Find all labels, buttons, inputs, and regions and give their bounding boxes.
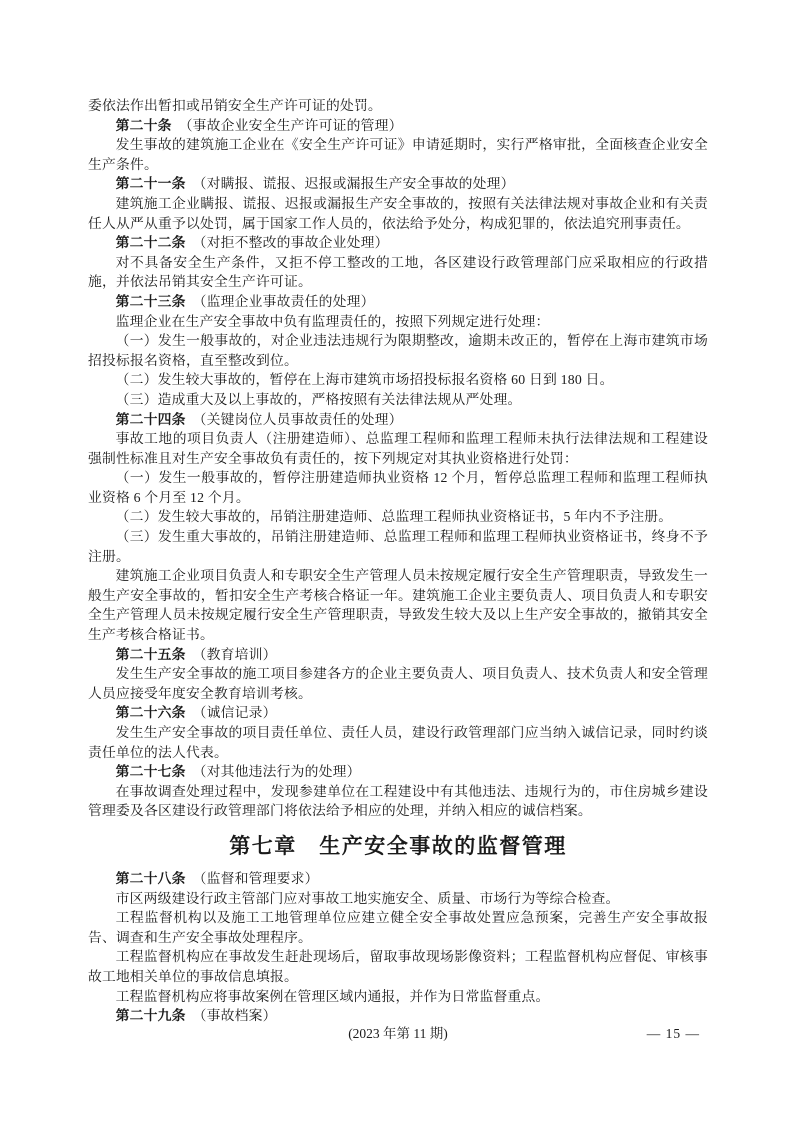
article-number: 第二十八条 [115,870,186,886]
paragraph: 事故工地的项目负责人（注册建造师）、总监理工程师和监理工程师未执行法律法规和工程建设强制性标准且对生产安全事故负有责任的，按下列规定对其执业资格进行处罚： [88,431,708,466]
paragraph: 发生生产安全事故的施工项目参建各方的企业主要负责人、项目负责人、技术负责人和安全管理人员应接受年度安全教育培训考核。 [88,666,708,701]
paragraph: 发生事故的建筑施工企业在《安全生产许可证》申请延期时，实行严格审批，全面核查企业安全生产条件。 [88,137,708,172]
paragraph: 建筑施工企业项目负责人和专职安全生产管理人员未按规定履行安全生产管理职责，导致发生一般生产安全事故的，暂扣安全生产考核合格证一年。建筑施工企业主要负责人、项目负责人和专职安全生产管理人员未按规定履行安全生产管理职责，导致发生较大及以上生产安全事故的，撤销其安全生产考核合格证书。 [88,568,708,643]
article-number: 第二十一条 [115,176,186,192]
journal-issue-label: (2023 年第 11 期) [348,1026,448,1041]
paragraph: 对不具备安全生产条件，又拒不停工整改的工地，各区建设行政管理部门应采取相应的行政措施，并依法吊销其安全生产许可证。 [88,254,708,290]
document-body [88,96,708,1026]
chapter-heading: 第七章 生产安全事故的监督管理 [229,834,567,858]
article-number: 第二十五条 [115,646,186,662]
article-number: 第二十九条 [115,1008,186,1024]
article-heading: 第二十四条 （关键岗位人员事故责任的处理） [115,411,403,427]
paragraph: 建筑施工企业瞒报、谎报、迟报或漏报生产安全事故的，按照有关法律法规对事故企业和有关责任人从严从重予以处罚，属于国家工作人员的，依法给予处分，构成犯罪的，依法追究刑事责任。 [88,195,708,231]
article-heading: 第二十六条 （诚信记录） [115,705,277,721]
paragraph: 委依法作出暂扣或吊销安全生产许可证的处罚。 [88,98,382,113]
paragraph: 工程监督机构应在事故发生赶赴现场后，留取事故现场影像资料；工程监督机构应督促、审核事故工地相关单位的事故信息填报。 [88,949,708,984]
paragraph: 监理企业在生产安全事故中负有监理责任的，按照下列规定进行处理： [115,313,550,329]
paragraph: 工程监督机构以及施工工地管理单位应建立健全安全事故处置应急预案，完善生产安全事故报告、调查和生产安全事故处理程序。 [88,910,708,945]
paragraph: （二）发生较大事故的，吊销注册建造师、总监理工程师执业资格证书，5 年内不予注册。 [115,509,673,525]
article-heading: 第二十九条 （事故档案） [115,1008,277,1024]
article-number: 第二十七条 [115,764,186,780]
article-heading: 第二十二条 （对拒不整改的事故企业处理） [115,235,389,251]
article-number: 第二十二条 [115,235,186,251]
paragraph: （三）发生重大事故的，吊销注册建造师、总监理工程师和监理工程师执业资格证书，终身不予注册。 [88,529,708,564]
article-number: 第二十四条 [115,411,186,427]
paragraph: （三）造成重大及以上事故的，严格按照有关法律法规从严处理。 [115,391,522,407]
paragraph: （一）发生一般事故的，暂停注册建造师执业资格 12 个月，暂停总监理工程师和监理工程师执业资格 6 个月至 12 个月。 [88,470,708,505]
paragraph: 工程监督机构应将事故案例在管理区域内通报，并作为日常监督重点。 [115,988,550,1004]
article-heading: 第二十五条 （教育培训） [115,646,277,662]
page-number: — 15 — [646,1026,700,1041]
page-footer [88,1024,708,1044]
article-heading: 第二十三条 （监理企业事故责任的处理） [115,293,375,309]
article-number: 第二十六条 [115,705,186,721]
paragraph: 在事故调查处理过程中，发现参建单位在工程建设中有其他违法、违规行为的，市住房城乡建设管理委及各区建设行政管理部门将依法给予相应的处理，并纳入相应的诚信档案。 [88,783,708,819]
article-number: 第二十条 [115,117,172,133]
paragraph: （一）发生一般事故的，对企业违法违规行为限期整改，逾期未改正的，暂停在上海市建筑市场招投标报名资格，直至整改到位。 [88,333,708,368]
paragraph: 市区两级建设行政主管部门应对事故工地实施安全、质量、市场行为等综合检查。 [115,890,620,906]
article-heading: 第二十条 （事故企业安全生产许可证的管理） [115,117,403,133]
article-heading: 第二十一条 （对瞒报、谎报、迟报或漏报生产安全事故的处理） [115,176,515,192]
paragraph: （二）发生较大事故的，暂停在上海市建筑市场招投标报名资格 60 日到 180 日。 [115,372,614,388]
paragraph: 发生生产安全事故的项目责任单位、责任人员，建设行政管理部门应当纳入诚信记录，同时约谈责任单位的法人代表。 [88,725,708,760]
article-heading: 第二十八条 （监督和管理要求） [115,870,319,886]
article-heading: 第二十七条 （对其他违法行为的处理） [115,764,361,780]
article-number: 第二十三条 [115,293,186,309]
